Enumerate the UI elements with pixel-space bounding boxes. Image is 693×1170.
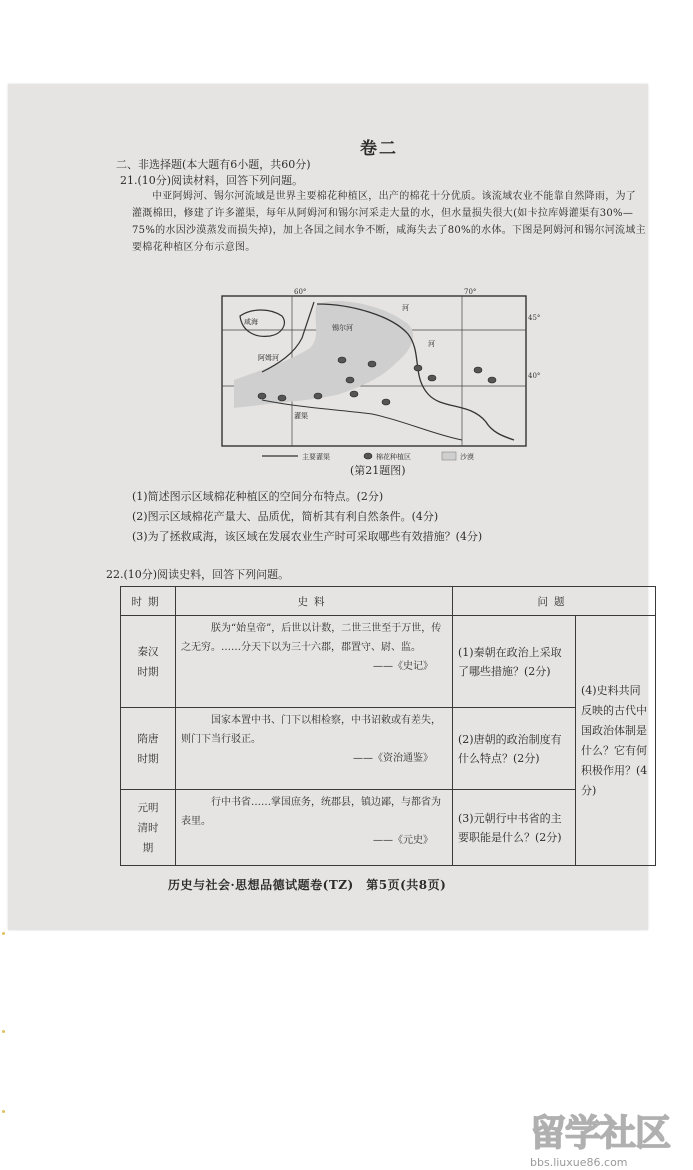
source-citation: ——《元史》: [373, 835, 433, 846]
exam-page: [8, 84, 648, 930]
label-river-1: 河: [402, 304, 409, 312]
lon-label-60: 60°: [294, 288, 307, 296]
era-text: 秦汉: [137, 645, 159, 658]
era-cell: [121, 790, 176, 866]
legend-cotton-swatch: [364, 453, 372, 459]
label-canal: 灌渠: [294, 412, 308, 420]
q22-intro: 22.(10分)阅读史料，回答下列问题。: [106, 568, 290, 581]
table-row: [121, 708, 656, 790]
source-text: 国家本置中书、门下以相检察，中书诏敕或有差失，则门下当行驳正。: [181, 715, 441, 745]
era-text: 隋唐: [137, 732, 159, 745]
table-row: [121, 790, 656, 866]
era-text: 清时: [137, 821, 159, 834]
page-footer: 历史与社会·思想品德试题卷(TZ) 第5页(共8页): [168, 878, 447, 892]
question-4-cell: (4)史料共同反映的古代中国政治体制是什么？它有何积极作用？(4分): [576, 616, 656, 866]
lon-label-70: 70°: [464, 288, 477, 296]
label-amu: 阿姆河: [258, 354, 279, 362]
era-text: 时期: [137, 665, 159, 678]
label-aral-sea: 咸海: [244, 318, 258, 326]
source-cell: [176, 708, 453, 790]
question-cell: (1)秦朝在政治上采取了哪些措施？(2分): [453, 616, 576, 708]
source-citation: ——《资治通鉴》: [353, 753, 433, 764]
legend-desert-swatch: [442, 452, 456, 460]
history-table: [120, 586, 656, 866]
watermark-brand: 留学社区: [530, 1113, 671, 1154]
header-question: 问题: [453, 587, 656, 616]
era-text: 期: [142, 841, 154, 854]
q21-sub-2: (2)图示区域棉花产量大、品质优，简析其有利自然条件。(4分): [132, 510, 439, 523]
header-source: 史料: [176, 587, 453, 616]
q21-paragraph: 中亚阿姆河、锡尔河流域是世界主要棉花种植区，出产的棉花十分优质。该流域农业不能靠自然降雨，为了灌溉棉田，修建了许多灌渠，每年从阿姆河和锡尔河采走大量的水，但水量损失很大(如卡拉库姆灌渠有30%—75%的水因沙漠蒸发而损失掉)，加上各国之间水争不断，咸海失去了80%的水体。下图是阿姆河和锡尔河流域主要棉花种植区分布示意图。: [132, 191, 646, 253]
label-syr: 锡尔河: [332, 324, 353, 332]
era-cell: [121, 616, 176, 708]
legend-canal-label: 主要灌渠: [302, 453, 330, 461]
era-cell: [121, 708, 176, 790]
source-cell: [176, 616, 453, 708]
legend-cotton-label: 棉花种植区: [376, 453, 411, 461]
q21-sub-1: (1)简述图示区域棉花种植区的空间分布特点。(2分): [132, 490, 384, 503]
era-text: 时期: [137, 752, 159, 765]
question-cell: (2)唐朝的政治制度有什么特点？(2分): [453, 708, 576, 790]
section-title: 卷二: [360, 139, 398, 159]
header-era: 时期: [121, 587, 176, 616]
q21-sub-3: (3)为了拯救咸海，该区域在发展农业生产时可采取哪些有效措施？(4分): [132, 530, 483, 543]
watermark-url: bbs.liuxue86.com: [530, 1156, 628, 1169]
q21-intro: 21.(10分)阅读材料，回答下列问题。: [120, 174, 304, 187]
lat-label-45: 45°: [528, 314, 541, 322]
speck-decoration: [2, 1030, 5, 1033]
cotton-region-map: [222, 288, 541, 462]
speck-decoration: [2, 1110, 5, 1113]
question-cell: (3)元朝行中书省的主要职能是什么？(2分): [453, 790, 576, 866]
table-header-row: [121, 587, 656, 616]
watermark-logo: [530, 1105, 690, 1167]
source-text: 朕为“始皇帝”，后世以计数，二世三世至于万世，传之无穷。……分天下以为三十六郡，郡置守、尉、监。: [181, 623, 442, 653]
speck-decoration: [2, 932, 5, 935]
source-text: 行中书省……掌国庶务，统郡县，镇边鄙，与都省为表里。: [181, 797, 441, 827]
label-river-2: 河: [428, 340, 435, 348]
source-citation: ——《史记》: [373, 661, 433, 672]
era-text: 元明: [137, 801, 159, 814]
lat-label-40: 40°: [528, 372, 541, 380]
table-row: [121, 616, 656, 708]
legend-desert-label: 沙漠: [460, 453, 474, 461]
figure-caption: (第21题图): [350, 464, 406, 477]
part-heading: 二、非选择题(本大题有6小题，共60分): [116, 158, 311, 171]
source-cell: [176, 790, 453, 866]
